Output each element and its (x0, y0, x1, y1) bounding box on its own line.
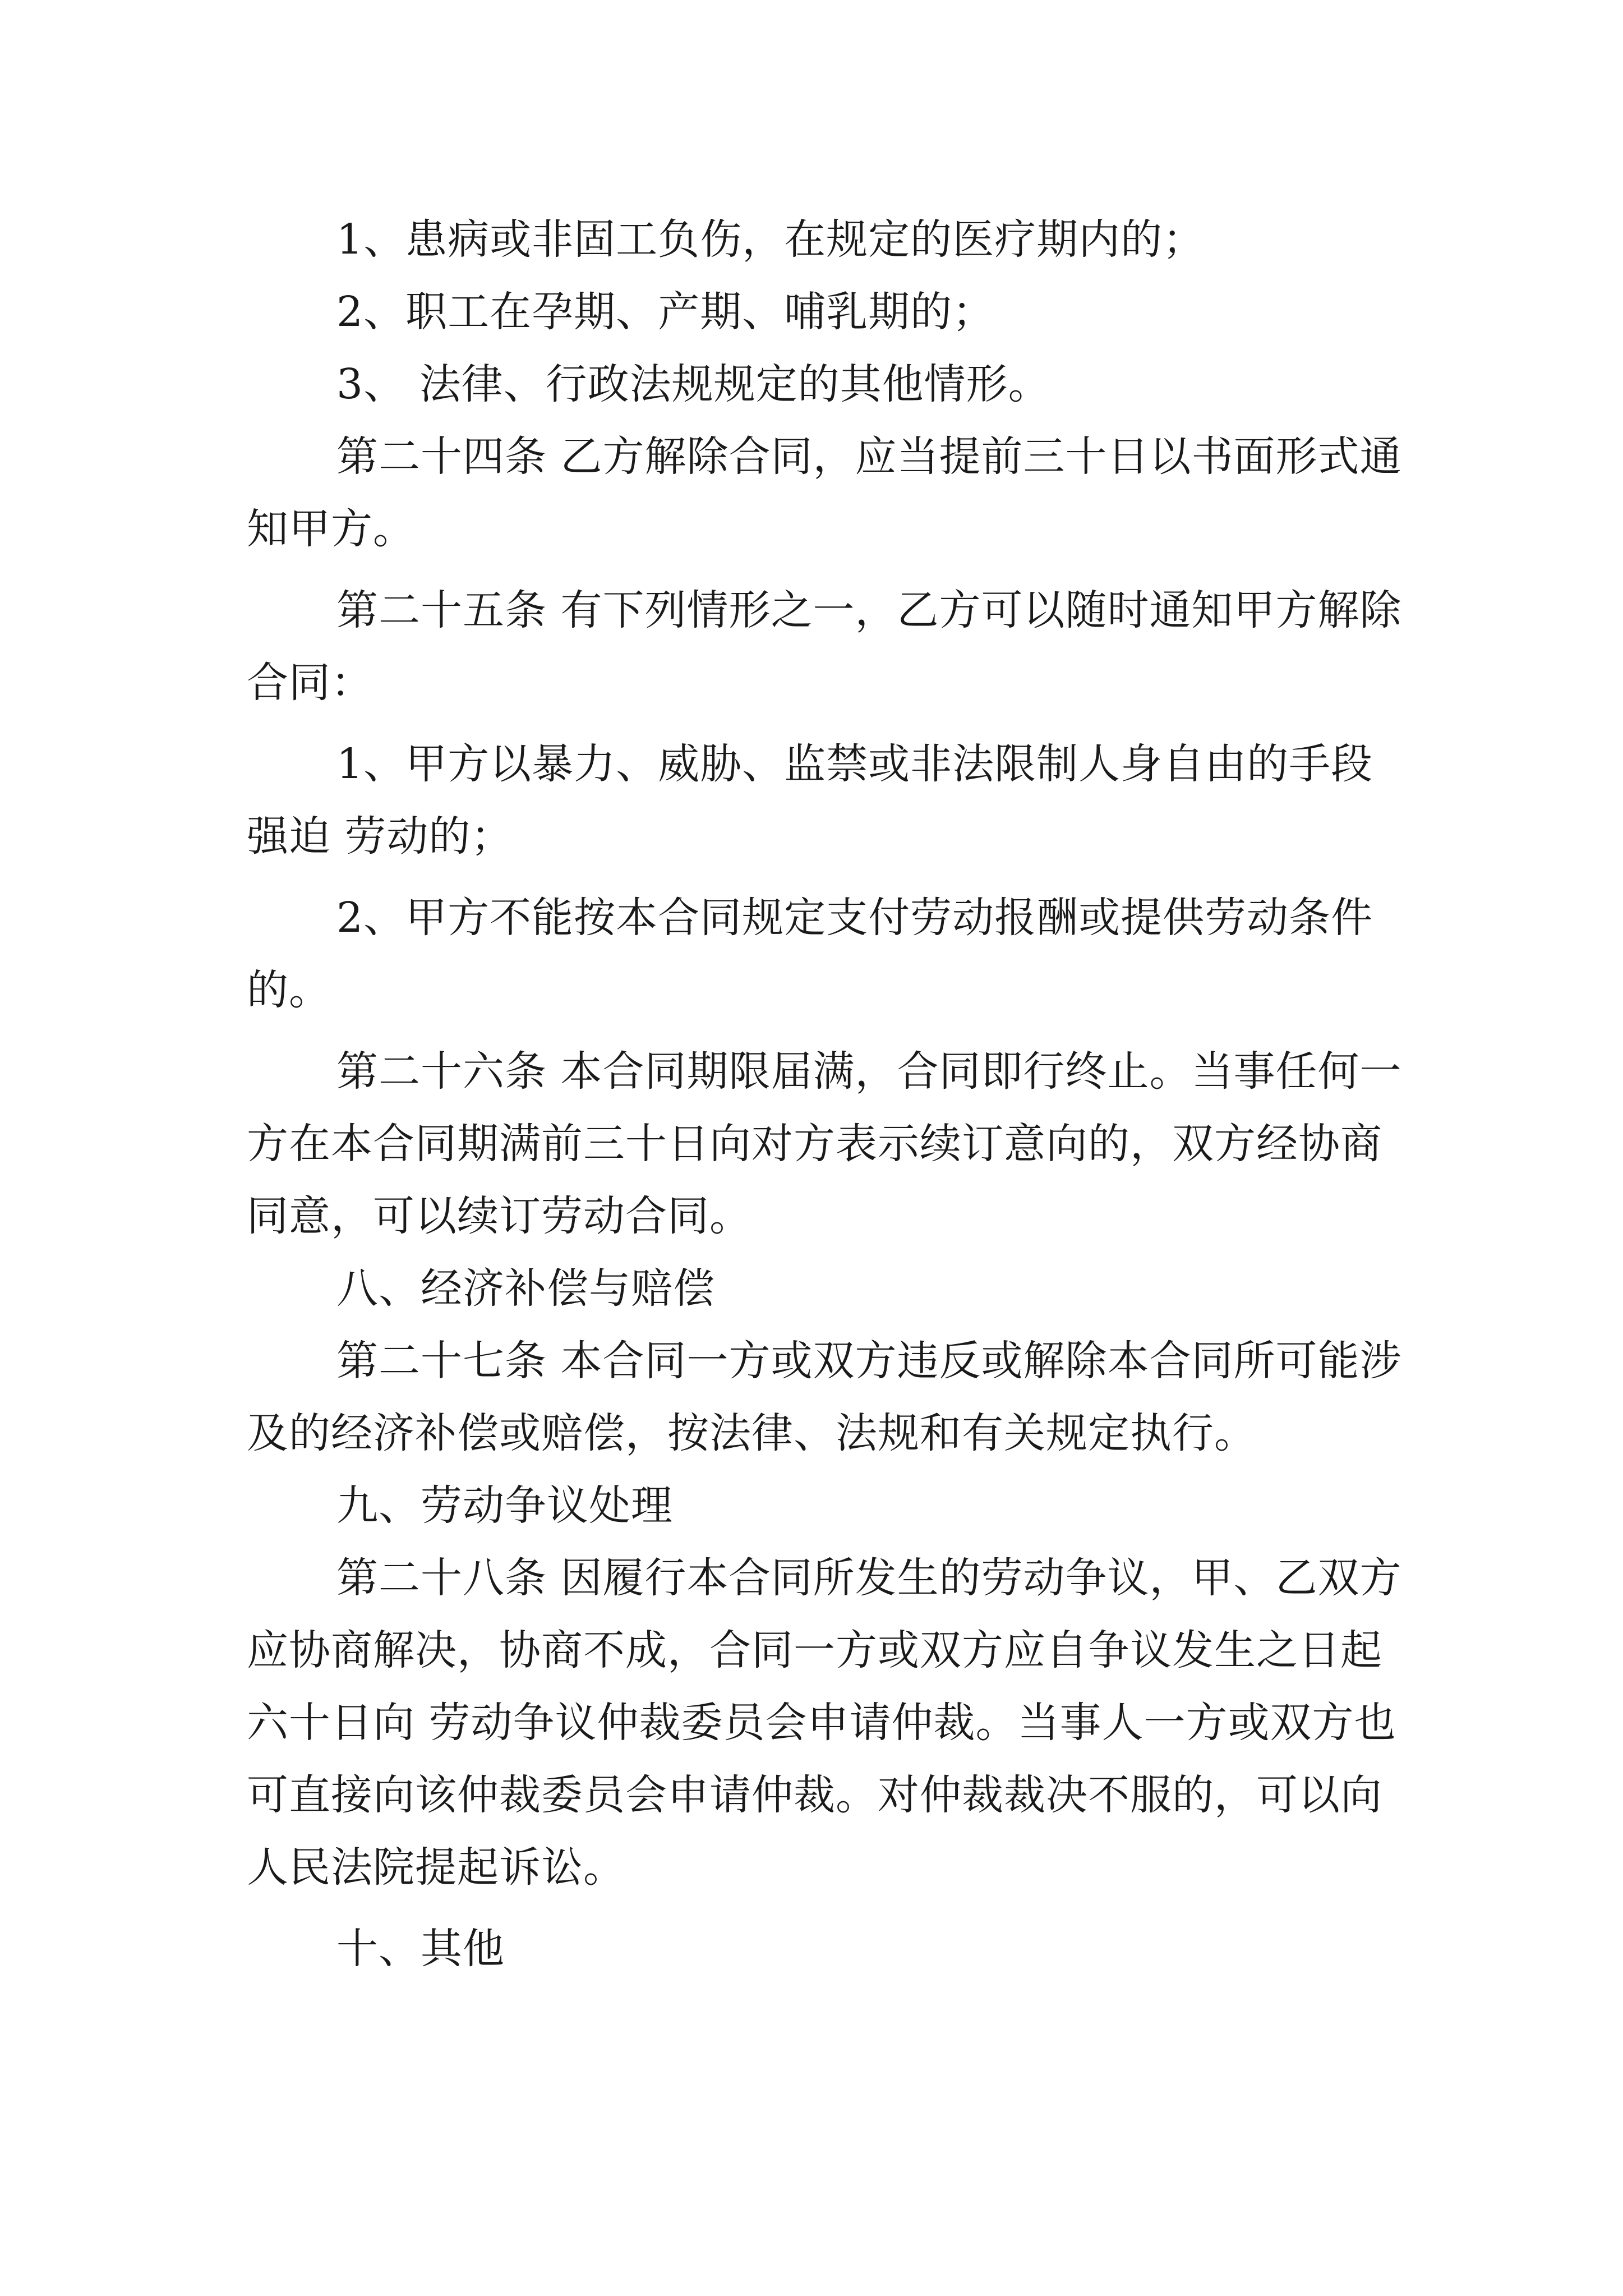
list-item-pregnancy: 2、职工在孕期、产期、哺乳期的； (336, 288, 995, 336)
list-item-other-circumstances: 3、 法律、行政法规规定的其他情形。 (336, 360, 1050, 408)
article-28: 第二十八条 因履行本合同所发生的劳动争议，甲、乙双方应协商解决，协商不成，合同一方或双方应自争议发生之日起六十日向 劳动争议仲裁委员会申请仲裁。当事人一方或双方也可直接向该仲裁委员会申请仲裁。对仲裁裁决不服的，可以向人民法院提起诉讼。 (247, 1554, 1402, 1892)
article-27: 第二十七条 本合同一方或双方违反或解除本合同所可能涉及的经济补偿或赔偿，按法律、法规和有关规定执行。 (247, 1337, 1402, 1457)
list-item-unpaid: 2、甲方不能按本合同规定支付劳动报酬或提供劳动条件的。 (247, 894, 1373, 1014)
list-item-illness: 1、患病或非固工负伤，在规定的医疗期内的； (336, 215, 1205, 264)
article-24: 第二十四条 乙方解除合同，应当提前三十日以书面形式通知甲方。 (247, 432, 1402, 553)
section-heading-disputes: 九、劳动争议处理 (336, 1481, 673, 1530)
document-body (247, 204, 1413, 1985)
list-item-coercion: 1、甲方以暴力、威胁、监禁或非法限制人身自由的手段强迫 劳动的； (247, 740, 1373, 861)
section-heading-compensation: 八、经济补偿与赔偿 (336, 1264, 715, 1313)
article-25: 第二十五条 有下列情形之一，乙方可以随时通知甲方解除合同： (247, 586, 1402, 707)
article-26: 第二十六条 本合同期限届满，合同即行终止。当事任何一方在本合同期满前三十日向对方表示续订意向的，双方经协商同意，可以续订劳动合同。 (247, 1047, 1402, 1240)
section-heading-other: 十、其他 (336, 1925, 505, 1973)
